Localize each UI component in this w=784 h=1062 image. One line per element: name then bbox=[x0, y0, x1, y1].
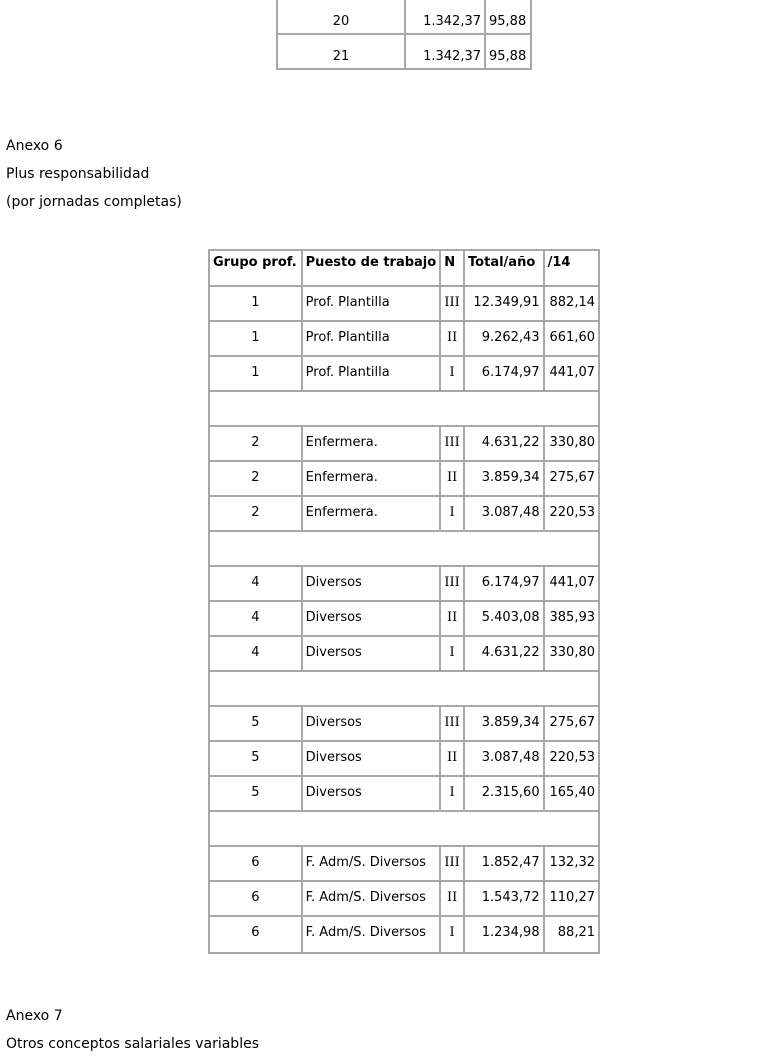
cell-puesto: Diversos bbox=[303, 602, 442, 637]
cell-n: I bbox=[441, 497, 465, 532]
cell-n: 21 bbox=[278, 35, 406, 70]
cell-total: 1.342,37 bbox=[406, 35, 486, 70]
cell-n: III bbox=[441, 567, 465, 602]
cell-grupo: 5 bbox=[210, 707, 303, 742]
cell-part: 441,07 bbox=[545, 567, 598, 602]
table-row bbox=[210, 742, 598, 777]
cell-puesto: F. Adm/S. Diversos bbox=[303, 882, 442, 917]
cell-part: 220,53 bbox=[545, 742, 598, 777]
anexo6-title: Anexo 6 bbox=[6, 138, 63, 154]
cell-puesto: F. Adm/S. Diversos bbox=[303, 917, 442, 954]
cell-total: 6.174,97 bbox=[465, 357, 545, 392]
cell-n: III bbox=[441, 707, 465, 742]
cell-n: I bbox=[441, 637, 465, 672]
anexo6-subtitle: Plus responsabilidad bbox=[6, 166, 150, 182]
cell-total: 4.631,22 bbox=[465, 637, 545, 672]
cell-grupo: 4 bbox=[210, 637, 303, 672]
cell-part: 330,80 bbox=[545, 637, 598, 672]
separator-row bbox=[210, 812, 598, 847]
cell-part: 330,80 bbox=[545, 427, 598, 462]
separator-cell bbox=[210, 812, 598, 847]
separator-cell bbox=[210, 672, 598, 707]
cell-grupo: 6 bbox=[210, 917, 303, 954]
cell-grupo: 1 bbox=[210, 357, 303, 392]
anexo6-note: (por jornadas completas) bbox=[6, 194, 182, 210]
cell-grupo: 1 bbox=[210, 322, 303, 357]
table-row bbox=[210, 707, 598, 742]
cell-total: 3.859,34 bbox=[465, 462, 545, 497]
table-row bbox=[210, 917, 598, 954]
cell-total: 6.174,97 bbox=[465, 567, 545, 602]
cell-part: 88,21 bbox=[545, 917, 598, 954]
cell-puesto: Diversos bbox=[303, 567, 442, 602]
header-part: /14 bbox=[545, 251, 598, 287]
table-row bbox=[210, 357, 598, 392]
cell-n: III bbox=[441, 847, 465, 882]
table-row bbox=[210, 497, 598, 532]
cell-n: I bbox=[441, 917, 465, 954]
cell-grupo: 2 bbox=[210, 497, 303, 532]
header-puesto: Puesto de trabajo bbox=[303, 251, 442, 287]
separator-row bbox=[210, 672, 598, 707]
cell-total: 3.087,48 bbox=[465, 497, 545, 532]
cell-puesto: Enfermera. bbox=[303, 427, 442, 462]
anexo7-title: Anexo 7 bbox=[6, 1008, 63, 1024]
table-row bbox=[210, 637, 598, 672]
cell-n: 20 bbox=[278, 0, 406, 35]
cell-grupo: 1 bbox=[210, 287, 303, 322]
cell-n: I bbox=[441, 357, 465, 392]
cell-total: 3.859,34 bbox=[465, 707, 545, 742]
cell-total: 1.234,98 bbox=[465, 917, 545, 954]
plus-responsabilidad-table bbox=[208, 249, 600, 954]
cell-total: 9.262,43 bbox=[465, 322, 545, 357]
header-n: N bbox=[441, 251, 465, 287]
cell-total: 12.349,91 bbox=[465, 287, 545, 322]
separator-cell bbox=[210, 532, 598, 567]
table-row bbox=[278, 0, 530, 35]
cell-n: III bbox=[441, 427, 465, 462]
cell-puesto: Diversos bbox=[303, 777, 442, 812]
cell-part: 95,88 bbox=[486, 0, 530, 35]
cell-n: II bbox=[441, 602, 465, 637]
cell-total: 5.403,08 bbox=[465, 602, 545, 637]
cell-part: 275,67 bbox=[545, 707, 598, 742]
table-row bbox=[210, 427, 598, 462]
cell-part: 385,93 bbox=[545, 602, 598, 637]
cell-puesto: Prof. Plantilla bbox=[303, 322, 442, 357]
cell-n: I bbox=[441, 777, 465, 812]
cell-part: 441,07 bbox=[545, 357, 598, 392]
cell-part: 165,40 bbox=[545, 777, 598, 812]
cell-puesto: F. Adm/S. Diversos bbox=[303, 847, 442, 882]
cell-puesto: Diversos bbox=[303, 742, 442, 777]
cell-n: II bbox=[441, 322, 465, 357]
cell-part: 882,14 bbox=[545, 287, 598, 322]
cell-puesto: Prof. Plantilla bbox=[303, 357, 442, 392]
table-row bbox=[210, 847, 598, 882]
table-row bbox=[210, 602, 598, 637]
cell-total: 3.087,48 bbox=[465, 742, 545, 777]
cell-n: III bbox=[441, 287, 465, 322]
table-header-row bbox=[210, 251, 598, 287]
cell-puesto: Enfermera. bbox=[303, 497, 442, 532]
cell-total: 4.631,22 bbox=[465, 427, 545, 462]
cell-part: 95,88 bbox=[486, 35, 530, 70]
cell-grupo: 6 bbox=[210, 882, 303, 917]
separator-row bbox=[210, 532, 598, 567]
table-row bbox=[210, 462, 598, 497]
table-row bbox=[278, 35, 530, 70]
cell-total: 1.852,47 bbox=[465, 847, 545, 882]
cell-puesto: Prof. Plantilla bbox=[303, 287, 442, 322]
table-row bbox=[210, 882, 598, 917]
cell-total: 2.315,60 bbox=[465, 777, 545, 812]
cell-total: 1.342,37 bbox=[406, 0, 486, 35]
cell-n: II bbox=[441, 742, 465, 777]
cell-grupo: 4 bbox=[210, 602, 303, 637]
cell-part: 275,67 bbox=[545, 462, 598, 497]
cell-n: II bbox=[441, 882, 465, 917]
anexo7-subtitle: Otros conceptos salariales variables bbox=[6, 1036, 259, 1052]
table-row bbox=[210, 567, 598, 602]
cell-grupo: 2 bbox=[210, 427, 303, 462]
cell-part: 132,32 bbox=[545, 847, 598, 882]
cell-grupo: 2 bbox=[210, 462, 303, 497]
header-total: Total/año bbox=[465, 251, 545, 287]
cell-puesto: Diversos bbox=[303, 707, 442, 742]
header-grupo: Grupo prof. bbox=[210, 251, 303, 287]
cell-grupo: 5 bbox=[210, 777, 303, 812]
table-row bbox=[210, 287, 598, 322]
cell-part: 661,60 bbox=[545, 322, 598, 357]
cell-grupo: 6 bbox=[210, 847, 303, 882]
table-row bbox=[210, 322, 598, 357]
table-row bbox=[210, 777, 598, 812]
cell-puesto: Diversos bbox=[303, 637, 442, 672]
top-continuation-table bbox=[276, 0, 532, 70]
cell-grupo: 4 bbox=[210, 567, 303, 602]
cell-n: II bbox=[441, 462, 465, 497]
cell-grupo: 5 bbox=[210, 742, 303, 777]
cell-part: 220,53 bbox=[545, 497, 598, 532]
separator-cell bbox=[210, 392, 598, 427]
cell-part: 110,27 bbox=[545, 882, 598, 917]
cell-total: 1.543,72 bbox=[465, 882, 545, 917]
separator-row bbox=[210, 392, 598, 427]
cell-puesto: Enfermera. bbox=[303, 462, 442, 497]
